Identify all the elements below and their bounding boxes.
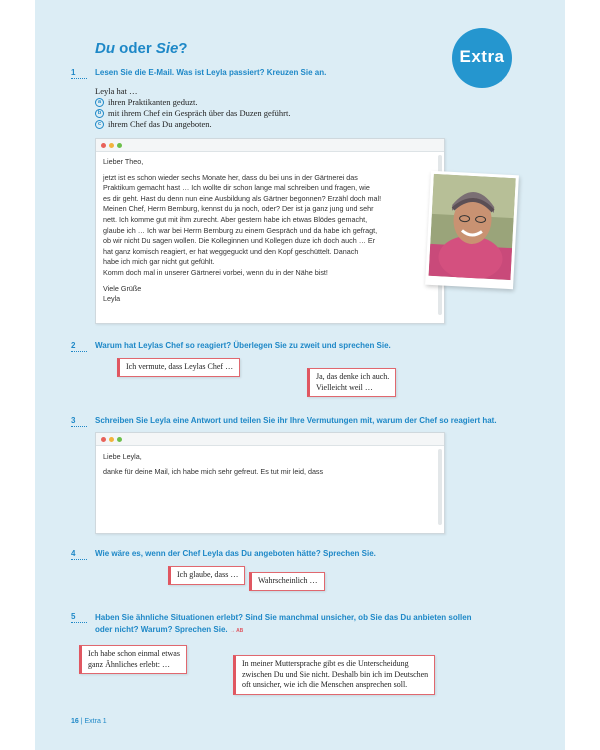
task-number-3: 3 <box>71 416 87 427</box>
email-line: hat ganz komisch reagiert, er hat weggeguckt und den Kopf geschüttelt. Danach <box>103 246 359 256</box>
task-instruction-3: Schreiben Sie Leyla eine Antwort und teilen Sie ihr Ihre Vermutungen mit, warum der Chef so reagiert hat. <box>95 416 497 425</box>
task-number-4: 4 <box>71 549 87 560</box>
reply-body[interactable] <box>103 452 433 477</box>
task-instruction-1: Lesen Sie die E-Mail. Was ist Leyla passiert? Kreuzen Sie an. <box>95 68 327 77</box>
email-greeting: Lieber Theo, <box>103 157 144 166</box>
bubble-line: Ich habe schon einmal etwas <box>88 649 180 658</box>
email-body <box>103 157 433 305</box>
email-line: Praktikum gemacht hast … Ich wollte dir schon lange mal schreiben und fragen, wie <box>103 183 370 193</box>
option-b[interactable] <box>95 108 290 119</box>
email-window-1 <box>95 138 445 324</box>
title-du: Du <box>95 40 115 57</box>
speech-bubble <box>307 368 396 397</box>
speech-bubble <box>79 645 187 674</box>
email-line: glaube ich … Ich war bei Herrn Bernburg zu einem Gespräch und da habe ich gefragt, <box>103 225 378 235</box>
option-a-text: ihren Praktikanten geduzt. <box>108 97 198 107</box>
minimize-dot-icon[interactable] <box>109 143 114 148</box>
email-window-2 <box>95 432 445 534</box>
instruction-line: oder nicht? Warum? Sprechen Sie. <box>95 625 228 634</box>
window-titlebar <box>96 139 444 152</box>
option-a-marker[interactable]: a <box>95 98 104 107</box>
close-dot-icon[interactable] <box>101 437 106 442</box>
bubble-line: zwischen Du und Sie nicht. Deshalb bin ich im Deutschen <box>242 669 429 679</box>
option-b-marker[interactable]: b <box>95 109 104 118</box>
email-line: Meinen Chef, Herrn Bernburg, kennst du ja noch, oder? Der ist ja ganz jung und sehr <box>103 204 374 214</box>
maximize-dot-icon[interactable] <box>117 437 122 442</box>
task-instruction-4: Wie wäre es, wenn der Chef Leyla das Du angeboten hätte? Sprechen Sie. <box>95 549 376 558</box>
minimize-dot-icon[interactable] <box>109 437 114 442</box>
speech-bubble: Ich vermute, dass Leylas Chef … <box>117 358 240 377</box>
page-title <box>95 40 188 57</box>
email-signature: Leyla <box>103 294 121 304</box>
instruction-line: Haben Sie ähnliche Situationen erlebt? Sind Sie manchmal unsicher, ob Sie das Du anbieten sollen <box>95 613 472 622</box>
page-number: 16 <box>71 718 79 725</box>
option-c[interactable] <box>95 119 290 130</box>
task1-stem: Leyla hat … <box>95 86 138 96</box>
email-line: es dir geht. Hast du denn nun eine Ausbildung als Gärtner begonnen? Erzähl doch mal! <box>103 193 382 203</box>
task-instruction-5 <box>95 612 472 637</box>
option-b-text: mit ihrem Chef ein Gespräch über das Duzen geführt. <box>108 108 291 118</box>
bubble-line: In meiner Muttersprache gibt es die Unterscheidung <box>242 659 409 668</box>
bubble-line: ganz Ähnliches erlebt: … <box>88 659 170 669</box>
speech-bubble: Ich glaube, dass … <box>168 566 245 585</box>
workbook-reference[interactable]: → AB <box>229 628 244 634</box>
extra-badge: Extra <box>452 28 512 88</box>
email-line: nett. Ich komme gut mit ihm zurecht. Aber gestern habe ich etwas Blödes gemacht, <box>103 214 368 224</box>
speech-bubble: Wahrscheinlich … <box>249 572 325 591</box>
task1-options <box>95 86 290 130</box>
email-line: Komm doch mal in unserer Gärtnerei vorbei, wenn du in der Nähe bist! <box>103 267 328 277</box>
window-titlebar <box>96 433 444 446</box>
option-c-text: ihrem Chef das Du angeboten. <box>108 119 212 129</box>
page-footer <box>71 718 107 725</box>
portrait-illustration <box>429 174 516 280</box>
title-oder: oder <box>115 40 156 57</box>
option-a[interactable] <box>95 97 290 108</box>
bubble-line: Vielleicht weil … <box>316 382 373 392</box>
task-number-5: 5 <box>71 612 87 623</box>
leyla-photo <box>425 171 519 289</box>
maximize-dot-icon[interactable] <box>117 143 122 148</box>
email-line: habe ich mich gar nicht gut gefühlt. <box>103 257 215 267</box>
reply-greeting: Liebe Leyla, <box>103 452 142 461</box>
email-line: ob wir nicht Du sagen wollen. Die Kolleginnen und Kollegen duze ich doch auch … Er <box>103 236 376 246</box>
speech-bubble <box>233 655 435 695</box>
scrollbar[interactable] <box>438 449 442 525</box>
footer-section: Extra 1 <box>84 718 107 725</box>
close-dot-icon[interactable] <box>101 143 106 148</box>
task-number-2: 2 <box>71 341 87 352</box>
email-closing: Viele Grüße <box>103 283 142 293</box>
task-instruction-2: Warum hat Leylas Chef so reagiert? Überlegen Sie zu zweit und sprechen Sie. <box>95 341 391 350</box>
footer-separator: | <box>78 718 85 725</box>
reply-line: danke für deine Mail, ich habe mich sehr gefreut. Es tut mir leid, dass <box>103 466 324 476</box>
option-c-marker[interactable]: c <box>95 120 104 129</box>
bubble-line: oft unsicher, wie ich die Menschen ansprechen soll. <box>242 680 408 689</box>
task-number-1: 1 <box>71 68 87 79</box>
title-sie: Sie <box>155 40 179 57</box>
email-line: jetzt ist es schon wieder sechs Monate her, dass du bei uns in der Gärtnerei das <box>103 172 358 182</box>
title-qmark: ? <box>178 40 188 57</box>
bubble-line: Ja, das denke ich auch. <box>316 372 390 381</box>
